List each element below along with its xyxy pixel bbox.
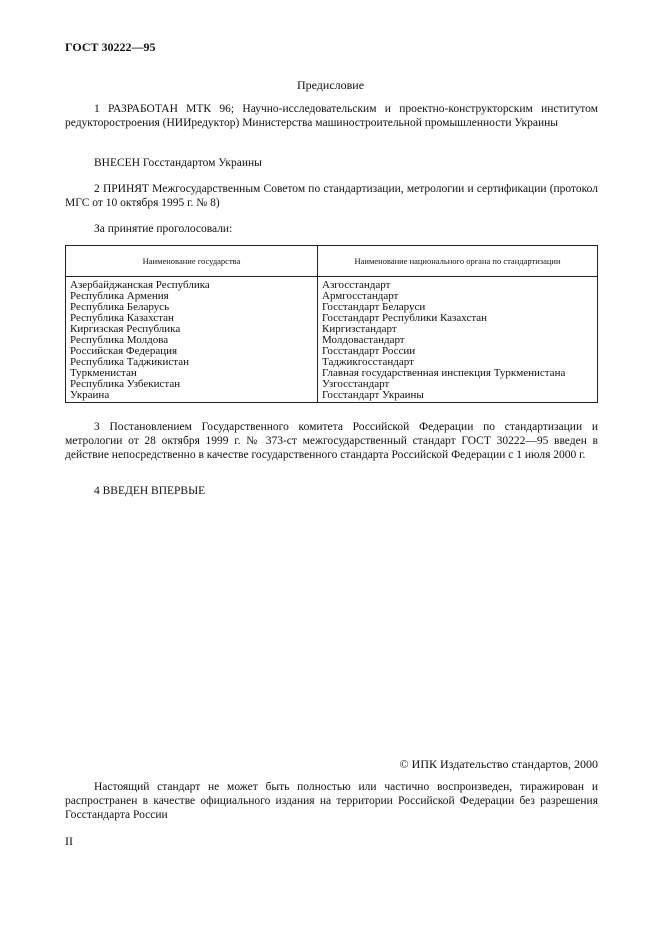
table-cell-state: Республика Армения — [66, 291, 318, 302]
paragraph-developed-by: 1 РАЗРАБОТАН МТК 96; Научно-исследовательским и проектно-конструкторским институтом редукторостроения (НИИредуктор) Министерства машиностроительной промышленности Украины — [65, 103, 598, 129]
table-cell-state: Киргизская Республика — [66, 324, 318, 335]
table-cell-body: Госстандарт Украины — [318, 390, 598, 403]
paragraph-introduced-by: ВНЕСЕН Госстандартом Украины — [94, 157, 262, 169]
paragraph-adopted-by: 2 ПРИНЯТ Межгосударственным Советом по стандартизации, метрологии и сертификации (протокол МГС от 10 октября 1995 г. № 8) — [65, 183, 598, 209]
voting-table — [65, 245, 598, 403]
table-cell-body: Узгосстандарт — [318, 379, 598, 390]
table-cell-state: Республика Беларусь — [66, 302, 318, 313]
table-header-national-body: Наименование национального органа по стандартизации — [318, 246, 598, 277]
paragraph-first-introduced: 4 ВВЕДЕН ВПЕРВЫЕ — [94, 485, 206, 497]
table-cell-state: Азербайджанская Республика — [66, 277, 318, 292]
table-cell-body: Госстандарт Беларуси — [318, 302, 598, 313]
paragraph-reproduction-notice: Настоящий стандарт не может быть полностью или частично воспроизведен, тиражирован и распространен в качестве официального издания на территории Российской Федерации без разрешения Госстандарта России — [65, 781, 598, 821]
table-cell-state: Республика Молдова — [66, 335, 318, 346]
table-cell-body: Госстандарт России — [318, 346, 598, 357]
table-cell-body: Азгосстандарт — [318, 277, 598, 292]
page-title: Предисловие — [296, 78, 365, 92]
table-cell-body: Армгосстандарт — [318, 291, 598, 302]
table-row — [66, 277, 598, 292]
table-header-state: Наименование государства — [66, 246, 318, 277]
table-cell-state: Украина — [66, 390, 318, 403]
copyright-notice: © ИПК Издательство стандартов, 2000 — [399, 757, 598, 771]
table-cell-state: Российская Федерация — [66, 346, 318, 357]
paragraph-resolution: 3 Постановлением Государственного комитета Российской Федерации по стандартизации и метрологии от 28 октября 1999 г. № 373-ст межгосударственный стандарт ГОСТ 30222—95 введен в действие непосредственно в качестве государственного стандарта Российской Федерации с 1 июля 2000 г. — [65, 421, 598, 461]
table-cell-body: Молдовастандарт — [318, 335, 598, 346]
table-cell-body: Главная государственная инспекция Туркменистана — [318, 368, 598, 379]
paragraph-voted-for: За принятие проголосовали: — [94, 223, 233, 235]
table-cell-body: Госстандарт Республики Казахстан — [318, 313, 598, 324]
document-code: ГОСТ 30222—95 — [65, 40, 156, 54]
table-row — [66, 390, 598, 403]
page-number: II — [65, 834, 73, 848]
table-cell-state: Туркменистан — [66, 368, 318, 379]
table-cell-body: Таджикгосстандарт — [318, 357, 598, 368]
table-cell-body: Киргизстандарт — [318, 324, 598, 335]
table-cell-state: Республика Таджикистан — [66, 357, 318, 368]
table-cell-state: Республика Казахстан — [66, 313, 318, 324]
table-cell-state: Республика Узбекистан — [66, 379, 318, 390]
table-header-row — [66, 246, 598, 277]
